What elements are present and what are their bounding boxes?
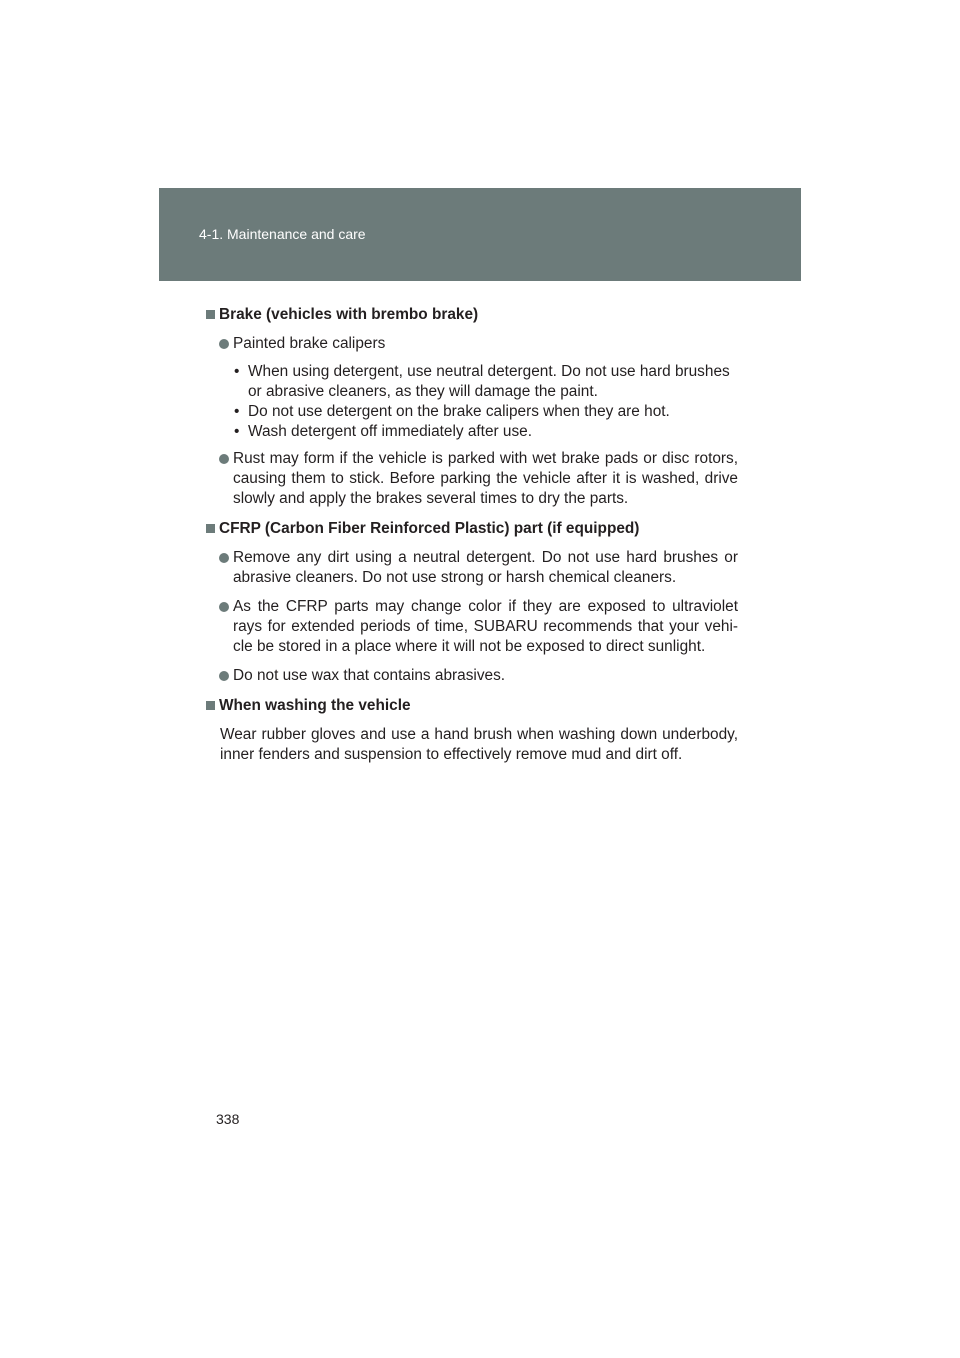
list-item: • Wash detergent off immediately after use. (234, 423, 533, 440)
square-bullet-icon (206, 524, 215, 533)
caliper-item-text: Do not use detergent on the brake calipers when they are hot. (248, 403, 670, 420)
calipers-item (206, 334, 738, 354)
rust-note (206, 449, 738, 509)
square-bullet-icon (206, 701, 215, 710)
section-title: 4-1. Maintenance and care (199, 226, 366, 242)
cfrp-heading-text: CFRP (Carbon Fiber Reinforced Plastic) part (if equipped) (219, 520, 640, 537)
caliper-sublist (206, 362, 738, 442)
caliper-item-text: When using detergent, use neutral detergent. Do not use hard brushes or abrasive cleaners, as they will damage the paint. (248, 363, 730, 400)
circle-bullet-icon (219, 339, 229, 349)
circle-bullet-icon (219, 454, 229, 464)
cfrp-item (206, 548, 738, 588)
calipers-label: Painted brake calipers (233, 335, 386, 352)
cfrp-item (206, 666, 738, 686)
circle-bullet-icon (219, 671, 229, 681)
page-content (206, 305, 738, 765)
circle-bullet-icon (219, 602, 229, 612)
section-header-band (159, 188, 801, 281)
cfrp-item-text: Do not use wax that contains abrasives. (233, 667, 506, 684)
page-number: 338 (216, 1111, 240, 1127)
square-bullet-icon (206, 310, 215, 319)
brake-heading-text: Brake (vehicles with brembo brake) (219, 306, 479, 323)
cfrp-item (206, 597, 738, 657)
brake-heading (206, 305, 738, 325)
list-item: • When using detergent, use neutral detergent. Do not use hard brushes or abrasive cleaners, as they will damage the paint. (234, 363, 730, 400)
cfrp-item-text: Remove any dirt using a neutral detergent. Do not use hard brushes or abrasive cleaners. Do not use strong or harsh chemical cleaners. (233, 549, 738, 586)
washing-text: Wear rubber gloves and use a hand brush when washing down underbody, inner fenders and suspension to effectively remove mud and dirt off. (220, 726, 738, 763)
cfrp-item-text: As the CFRP parts may change color if they are exposed to ultraviolet rays for extended periods of time, SUBARU recommends that your vehi-cle be stored in a place where it will not be exposed to direct sunlight. (233, 598, 738, 655)
list-item: • Do not use detergent on the brake calipers when they are hot. (234, 403, 670, 420)
cfrp-heading (206, 519, 738, 539)
caliper-item-text: Wash detergent off immediately after use. (248, 423, 533, 440)
rust-note-text: Rust may form if the vehicle is parked with wet brake pads or disc rotors, causing them to stick. Before parking the vehicle after it is washed, drive slowly and apply the brakes several times to dry the parts. (233, 450, 738, 507)
washing-heading-text: When washing the vehicle (219, 697, 411, 714)
washing-heading (206, 696, 738, 716)
circle-bullet-icon (219, 553, 229, 563)
